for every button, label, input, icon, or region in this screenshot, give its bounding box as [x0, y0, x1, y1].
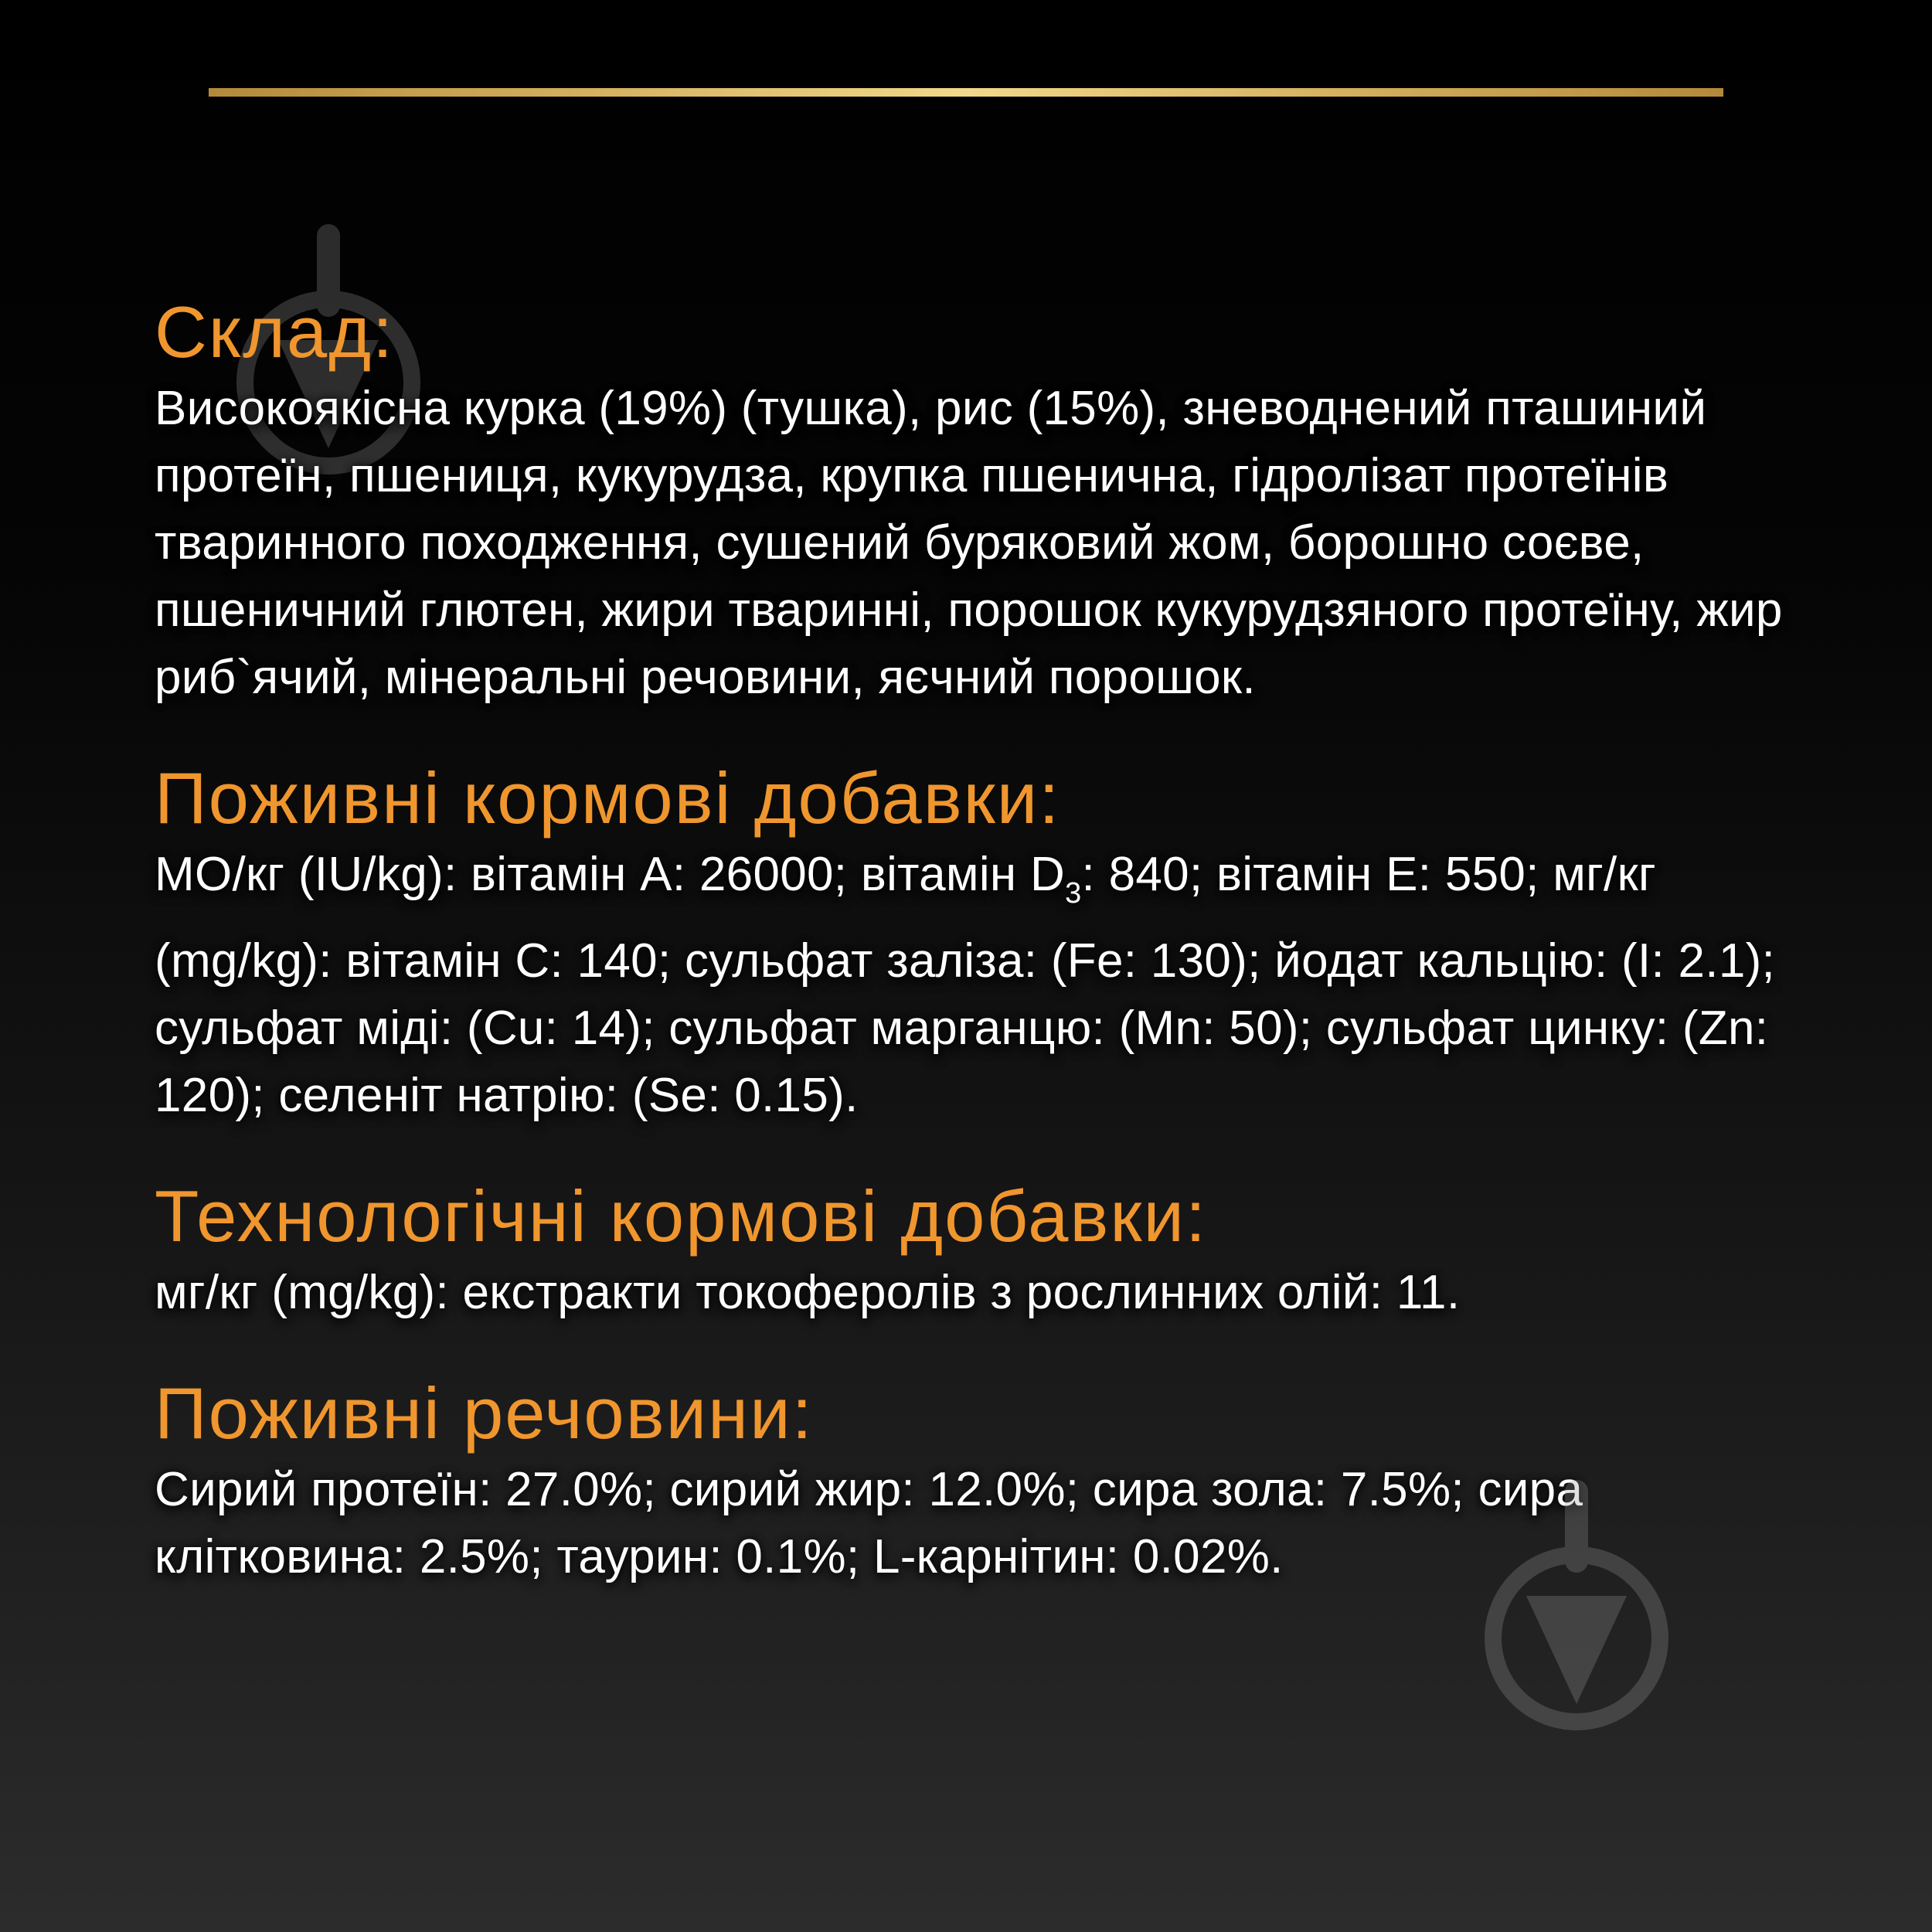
product-composition	[155, 290, 1816, 1635]
gold-divider	[209, 88, 1723, 97]
body-text-part: МО/кг (IU/kg): вітамін А: 26000; вітамін D	[155, 848, 1066, 901]
section-composition	[155, 290, 1816, 711]
section-heading: Склад:	[155, 291, 395, 372]
subscript-3: 3	[1065, 877, 1082, 910]
section-heading: Технологічні кормові добавки:	[155, 1175, 1208, 1257]
section-body: мг/кг (mg/kg): екстракти токоферолів з рослинних олій: 11.	[155, 1266, 1461, 1319]
section-body: Високоякісна курка (19%) (тушка), рис (15%), зневоднений пташиний протеїн, пшениця, кукурудза, крупка пшенична, гідролізат протеїнів тваринного походження, сушений буряковий жом, борошно соєве, пшеничний глютен, жири тваринні, порошок кукурудзяного протеїну, жир риб`ячий, мінеральні речовини, яєчний порошок.	[155, 382, 1783, 704]
section-technological-additives	[155, 1174, 1816, 1326]
section-heading: Поживні речовини:	[155, 1372, 814, 1454]
section-body	[155, 841, 1816, 1129]
section-heading: Поживні кормові добавки:	[155, 757, 1061, 838]
section-body: Сирий протеїн: 27.0%; сирий жир: 12.0%; сира зола: 7.5%; сира клітковина: 2.5%; таурин: 0.1%; L-карнітин: 0.02%.	[155, 1463, 1583, 1583]
section-nutritional-additives	[155, 756, 1816, 1129]
download-circle-icon	[1480, 1480, 1673, 1735]
body-text-part: : 840; вітамін Е: 550; мг/кг (mg/kg): вітамін С: 140; сульфат заліза: (Fe: 130); йодат кальцію: (I: 2.1); сульфат міді: (Cu: 14); сульфат марганцю: (Mn: 50); сульфат цинку: (Zn: 120); селеніт натрію: (Se: 0.15).	[155, 848, 1776, 1122]
